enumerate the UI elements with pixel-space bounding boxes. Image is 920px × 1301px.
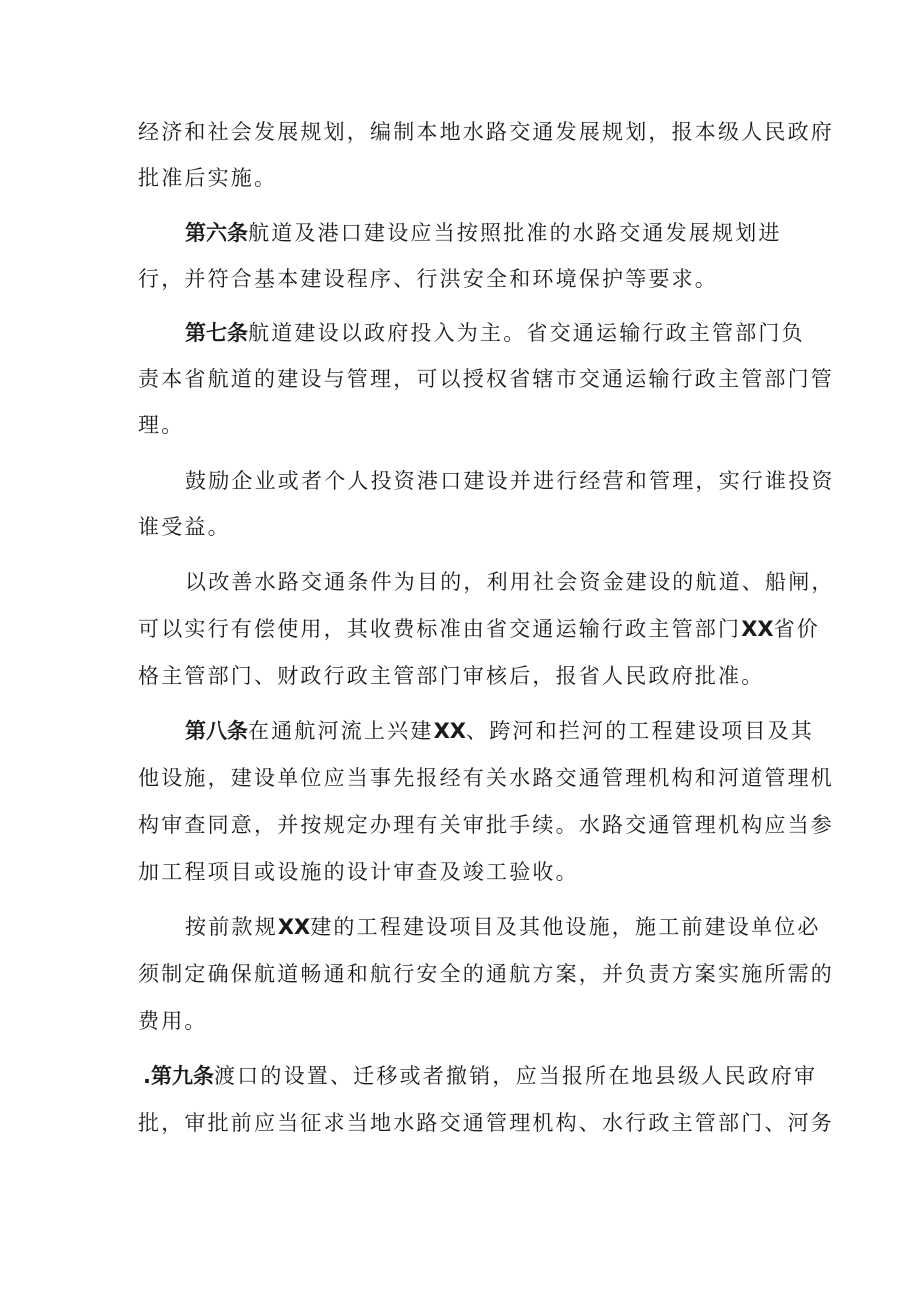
text-line xyxy=(138,512,231,542)
text-segment: 省价 xyxy=(773,617,820,641)
text-line xyxy=(138,264,718,294)
text-segment: 须制定确保航道畅通和航行安全的通航方案，并负责方案实施所需的 xyxy=(138,962,834,986)
text-line xyxy=(185,567,835,597)
text-line xyxy=(138,1006,208,1036)
text-segment: 可以实行有偿使用，其收费标准由省交通运输行政主管部门 xyxy=(138,617,742,641)
text-segment: 批准后实施。 xyxy=(138,166,278,190)
text-segment: 他设施，建设单位应当事先报经有关水路交通管理机构和河道管理机 xyxy=(138,766,834,790)
text-segment: 经济和社会发展规划，编制本地水路交通发展规划，报本级人民政府 xyxy=(138,120,834,144)
text-segment: 在通航河流上兴建 xyxy=(248,719,434,743)
text-line xyxy=(185,466,835,496)
bold-text: XX xyxy=(433,719,466,743)
text-line xyxy=(143,1061,817,1091)
bold-text: 第七条 xyxy=(185,321,248,345)
text-segment: 行，并符合基本建设程序、行洪安全和环境保护等要求。 xyxy=(138,267,718,291)
text-segment: 构审查同意，并按规定办理有关审批手续。水路交通管理机构应当参 xyxy=(138,813,834,837)
bold-text: XX xyxy=(741,617,774,641)
text-line xyxy=(138,959,834,989)
text-segment: 费用。 xyxy=(138,1009,208,1033)
text-segment: 格主管部门、财政行政主管部门审核后，报省人民政府批准。 xyxy=(138,664,765,688)
text-segment: 鼓励企业或者个人投资港口建设并进行经营和管理，实行谁投资 xyxy=(185,469,835,493)
text-segment: 理。 xyxy=(138,413,185,437)
text-segment: 航道及港口建设应当按照批准的水路交通发展规划进 xyxy=(248,221,782,245)
text-segment: 谁受益。 xyxy=(138,515,231,539)
text-line xyxy=(138,117,834,147)
text-line xyxy=(185,716,814,746)
text-segment: 建的工程建设项目及其他设施，施工前建设单位必 xyxy=(310,915,821,939)
text-line xyxy=(138,857,579,887)
text-line xyxy=(185,318,805,348)
text-segment: 按前款规 xyxy=(185,915,278,939)
text-line xyxy=(138,410,184,440)
bold-text: 第八条 xyxy=(185,719,248,743)
text-segment: 加工程项目或设施的设计审查及竣工验收。 xyxy=(138,860,579,884)
bold-text: .第九条 xyxy=(143,1064,214,1088)
text-segment: 、跨河和拦河的工程建设项目及其 xyxy=(466,719,814,743)
bold-text: 第六条 xyxy=(185,221,248,245)
text-line xyxy=(138,163,277,193)
text-line xyxy=(138,763,834,793)
text-line xyxy=(138,614,820,644)
text-segment: 批，审批前应当征求当地水路交通管理机构、水行政主管部门、河务 xyxy=(138,1111,834,1135)
text-line xyxy=(185,218,782,248)
text-line xyxy=(138,661,764,691)
bold-text: XX xyxy=(277,915,311,939)
text-line xyxy=(138,810,834,840)
text-segment: 航道建设以政府投入为主。省交通运输行政主管部门负 xyxy=(248,321,805,345)
text-line xyxy=(138,1108,834,1138)
text-segment: 渡口的设置、迁移或者撤销，应当报所在地县级人民政府审 xyxy=(213,1064,818,1088)
text-segment: 责本省航道的建设与管理，可以授权省辖市交通运输行政主管部门管 xyxy=(138,367,834,391)
text-line xyxy=(138,364,834,394)
text-line xyxy=(185,912,821,942)
text-segment: 以改善水路交通条件为目的，利用社会资金建设的航道、船闸， xyxy=(185,570,835,594)
